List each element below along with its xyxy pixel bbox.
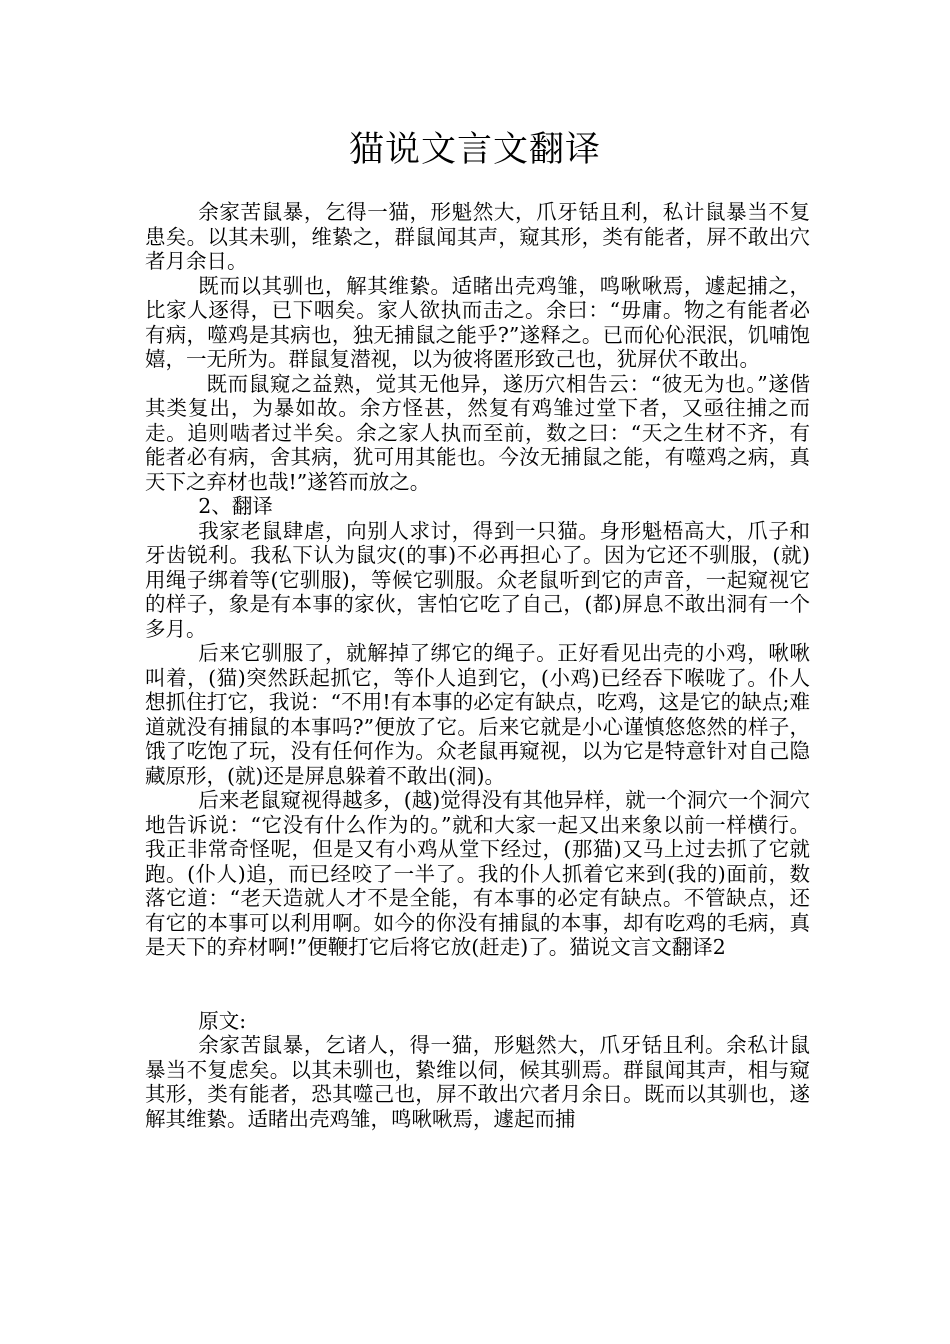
- paragraph-original-2: 既而以其驯也，解其维絷。适睹出壳鸡雏，鸣啾啾焉，遽起捕之，比家人逐得，已下咽矣。家人欲执而击之。余曰：“毋庸。物之有能者必有病，噬鸡是其病也，独无捕鼠之能乎?”遂释之。已而伈伈泯泯，饥哺饱嬉，一无所为。群鼠复潜视，以为彼将匿形致己也，犹屏伏不敢出。: [145, 273, 810, 371]
- paragraph-translation-1: 我家老鼠肆虐，向别人求讨，得到一只猫。身形魁梧高大，爪子和牙齿锐利。我私下认为鼠灾(的事)不必再担心了。因为它还不驯服，(就)用绳子绑着等(它驯服)，等候它驯服。众老鼠听到它的声音，一起窥视它的样子，象是有本事的家伙，害怕它吃了自己，(都)屏息不敢出洞有一个多月。: [145, 518, 810, 641]
- document-title: 猫说文言文翻译: [348, 130, 601, 170]
- paragraph-original-text: 余家苦鼠暴，乞诸人，得一猫，形魁然大，爪牙铦且利。余私计鼠暴当不复虑矣。以其未驯也，絷维以伺，候其驯焉。群鼠闻其声，相与窥其形，类有能者，恐其噬己也，屏不敢出穴者月余日。既而以其驯也，遂解其维絷。适睹出壳鸡雏，鸣啾啾焉，遽起而捕: [145, 1033, 810, 1131]
- paragraph-translation-3: 后来老鼠窥视得越多，(越)觉得没有其他异样，就一个洞穴一个洞穴地告诉说：“它没有什么作为的。”就和大家一起又出来象以前一样横行。我正非常奇怪呢，但是又有小鸡从堂下经过，(那猫)又马上过去抓了它就跑。(仆人)追，而已经咬了一半了。我的仆人抓着它来到(我的)面前，数落它道：“老天造就人才不是全能，有本事的必定有缺点。不管缺点，还有它的本事可以利用啊。如今的你没有捕鼠的本事，却有吃鸡的毛病，真是天下的弃材啊!”便鞭打它后将它放(赶走)了。猫说文言文翻译2: [145, 788, 810, 959]
- paragraph-original-3: 既而鼠窥之益熟，觉其无他异，遂历穴相告云：“彼无为也。”遂偕其类复出，为暴如故。余方怪甚，然复有鸡雏过堂下者，又亟往捕之而走。追则啮者过半矣。余之家人执而至前，数之曰：“天之生材不齐，有能者必有病，舍其病，犹可用其能也。今汝无捕鼠之能，有噬鸡之病，真天下之弃材也哉!”遂笞而放之。: [145, 371, 810, 494]
- paragraph-translation-2: 后来它驯服了，就解掉了绑它的绳子。正好看见出壳的小鸡，啾啾叫着，(猫)突然跃起抓它，等仆人追到它，(小鸡)已经吞下喉咙了。仆人想抓住打它，我说：“不用!有本事的必定有缺点，吃鸡，这是它的缺点;难道就没有捕鼠的本事吗?”便放了它。后来它就是小心谨慎悠悠然的样子，饿了吃饱了玩，没有任何作为。众老鼠再窥视，以为它是特意针对自己隐藏原形，(就)还是屏息躲着不敢出(洞)。: [145, 641, 810, 788]
- section-heading-translation: 2、翻译: [198, 494, 273, 518]
- paragraph-original-1: 余家苦鼠暴，乞得一猫，形魁然大，爪牙铦且利，私计鼠暴当不复患矣。以其未驯，维絷之，群鼠闻其声，窥其形，类有能者，屏不敢出穴者月余日。: [145, 200, 810, 273]
- section-heading-original: 原文:: [198, 1008, 247, 1033]
- section-spacer: [145, 960, 810, 1009]
- document-body: [145, 200, 810, 1131]
